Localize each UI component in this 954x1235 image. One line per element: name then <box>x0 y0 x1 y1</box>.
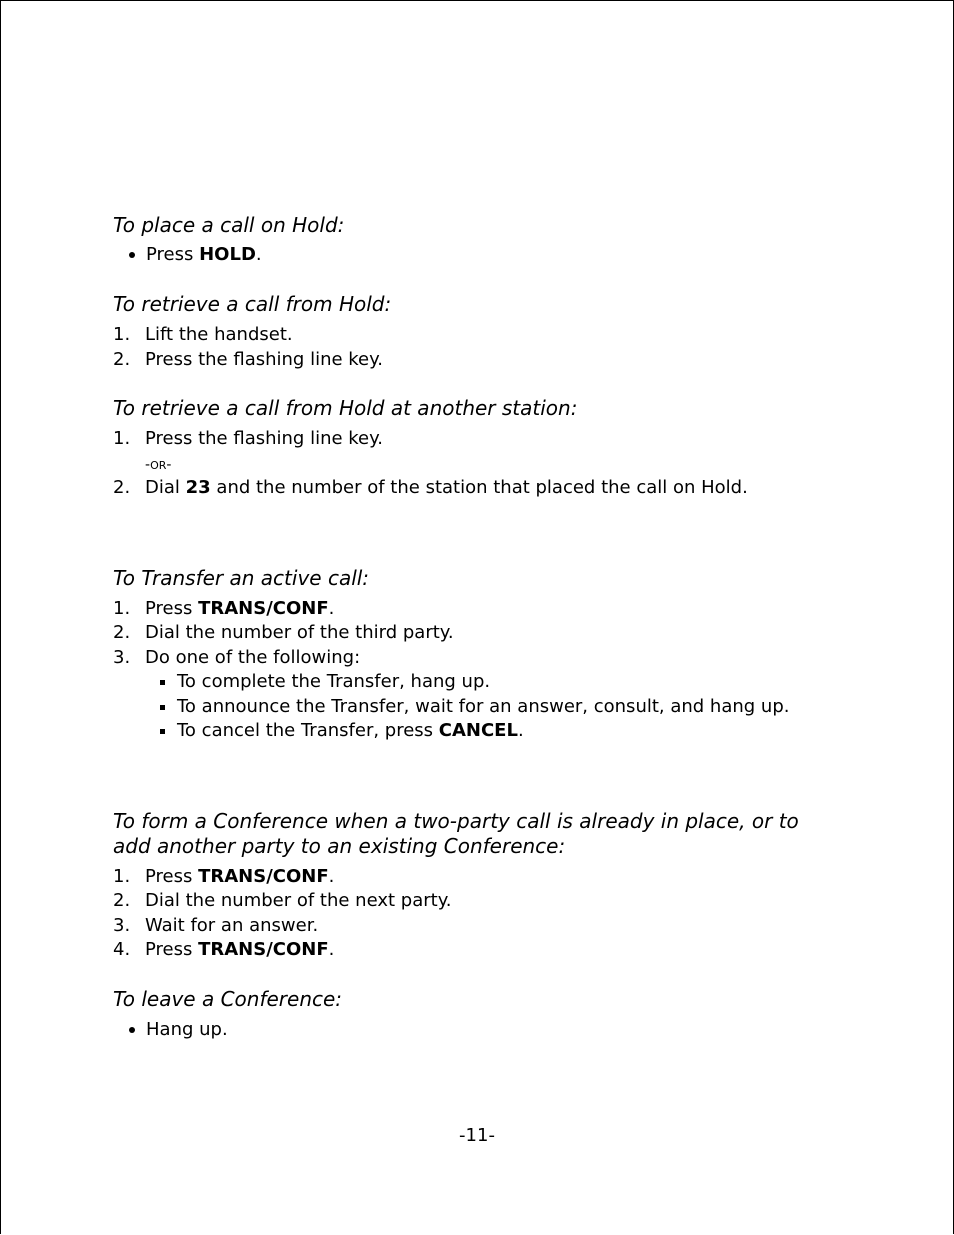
step-text: Dial the number of the next party. <box>145 890 452 911</box>
bullet-icon <box>129 1027 135 1033</box>
step-text: Dial 23 and the number of the station that placed the call on Hold. <box>145 477 748 498</box>
step-number: 1. <box>113 428 131 449</box>
or-separator: -OR- <box>145 457 172 473</box>
transfer-heading: To Transfer an active call: <box>113 566 370 590</box>
retrieve-heading: To retrieve a call from Hold: <box>113 292 392 316</box>
step-text: Lift the handset. <box>145 324 293 345</box>
step-number: 3. <box>113 915 131 936</box>
hold-heading: To place a call on Hold: <box>113 213 345 237</box>
step-text: Dial the number of the third party. <box>145 622 454 643</box>
bullet-icon <box>129 252 135 258</box>
leave-bullet-text: Hang up. <box>146 1019 228 1040</box>
step-text: Press TRANS/CONF. <box>145 598 335 619</box>
page-number: -11- <box>459 1125 495 1146</box>
conference-heading-line2: add another party to an existing Conference: <box>113 834 566 858</box>
step-number: 1. <box>113 324 131 345</box>
hold-bullet-text: Press HOLD. <box>146 244 262 265</box>
step-text: Do one of the following: <box>145 647 361 668</box>
step-number: 3. <box>113 647 131 668</box>
option-text: To announce the Transfer, wait for an answer, consult, and hang up. <box>177 696 790 717</box>
step-number: 2. <box>113 477 131 498</box>
step-text: Press TRANS/CONF. <box>145 866 335 887</box>
step-number: 2. <box>113 622 131 643</box>
square-bullet-icon <box>160 729 165 734</box>
square-bullet-icon <box>160 705 165 710</box>
option-text: To complete the Transfer, hang up. <box>177 671 491 692</box>
leave-heading: To leave a Conference: <box>113 987 343 1011</box>
retrieve-other-heading: To retrieve a call from Hold at another station: <box>113 396 578 420</box>
step-number: 1. <box>113 866 131 887</box>
step-number: 2. <box>113 349 131 370</box>
step-text: Press the flashing line key. <box>145 349 383 370</box>
conference-heading-line1: To form a Conference when a two-party call is already in place, or to <box>113 809 799 833</box>
step-number: 2. <box>113 890 131 911</box>
step-number: 1. <box>113 598 131 619</box>
step-number: 4. <box>113 939 131 960</box>
square-bullet-icon <box>160 680 165 685</box>
step-text: Press the flashing line key. <box>145 428 383 449</box>
step-text: Press TRANS/CONF. <box>145 939 335 960</box>
step-text: Wait for an answer. <box>145 915 319 936</box>
option-text: To cancel the Transfer, press CANCEL. <box>177 720 524 741</box>
